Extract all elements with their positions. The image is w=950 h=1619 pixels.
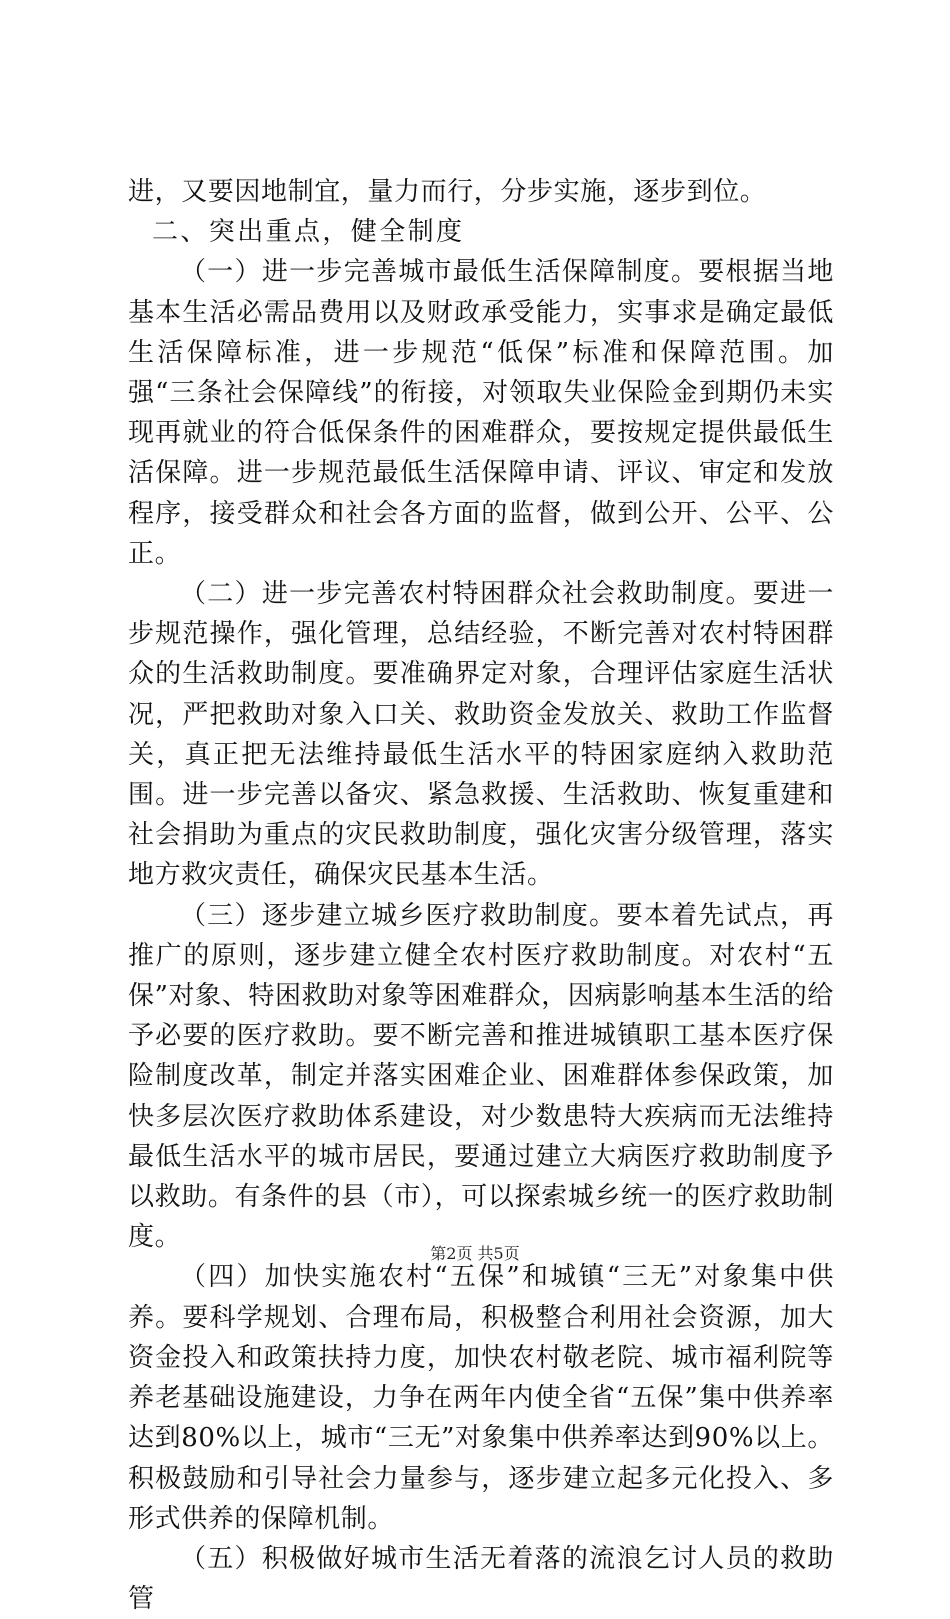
section-heading: 二、突出重点，健全制度 <box>152 217 465 248</box>
paragraph-item-1: （一）进一步完善城市最低生活保障制度。要根据当地基本生活必需品费用以及财政承受能力，实事求是确定最低生活保障标准，进一步规范“低保”标准和保障范围。加强“三条社会保障线”的衔接，对领取失业保险金到期仍未实现再就业的符合低保条件的困难群众，要按规定提供最低生活保障。进一步规范最低生活保障申请、评议、审定和发放程序，接受群众和社会各方面的监督，做到公开、公平、公正。 <box>128 257 834 569</box>
paragraph-item-2: （二）进一步完善农村特困群众社会救助制度。要进一步规范操作，强化管理，总结经验，不断完善对农村特困群众的生活救助制度。要准确界定对象，合理评估家庭生活状况，严把救助对象入口关、救助资金发放关、救助工作监督关，真正把无法维持最低生活水平的特困家庭纳入救助范围。进一步完善以备灾、紧急救援、生活救助、恢复重建和社会捐助为重点的灾民救助制度，强化灾害分级管理，落实地方救灾责任，确保灾民基本生活。 <box>128 579 834 891</box>
document-body <box>128 172 834 1619</box>
paragraph-continuation: 进，又要因地制宜，量力而行，分步实施，逐步到位。 <box>128 177 767 207</box>
paragraph-item-3: （三）逐步建立城乡医疗救助制度。要本着先试点，再推广的原则，逐步建立健全农村医疗救助制度。对农村“五保”对象、特困救助对象等困难群众，因病影响基本生活的给予必要的医疗救助。要不断完善和推进城镇职工基本医疗保险制度改革，制定并落实困难企业、困难群体参保政策，加快多层次医疗救助体系建设，对少数患特大疾病而无法维持最低生活水平的城市居民，要通过建立大病医疗救助制度予以救助。有条件的县（市），可以探索城乡统一的医疗救助制度。 <box>128 900 834 1253</box>
paragraph-item-4: （四）加快实施农村“五保”和城镇“三无”对象集中供养。要科学规划、合理布局，积极整合利用社会资源，加大资金投入和政策扶持力度，加快农村敬老院、城市福利院等养老基础设施建设，力争在两年内使全省“五保”集中供养率达到80%以上，城市“三无”对象集中供养率达到90%以上。积极鼓励和引导社会力量参与，逐步建立起多元化投入、多形式供养的保障机制。 <box>128 1262 834 1534</box>
paragraph-item-5: （五）积极做好城市生活无着落的流浪乞讨人员的救助管 <box>128 1543 834 1615</box>
page-number-footer: 第2页 共5页 <box>430 1244 520 1263</box>
